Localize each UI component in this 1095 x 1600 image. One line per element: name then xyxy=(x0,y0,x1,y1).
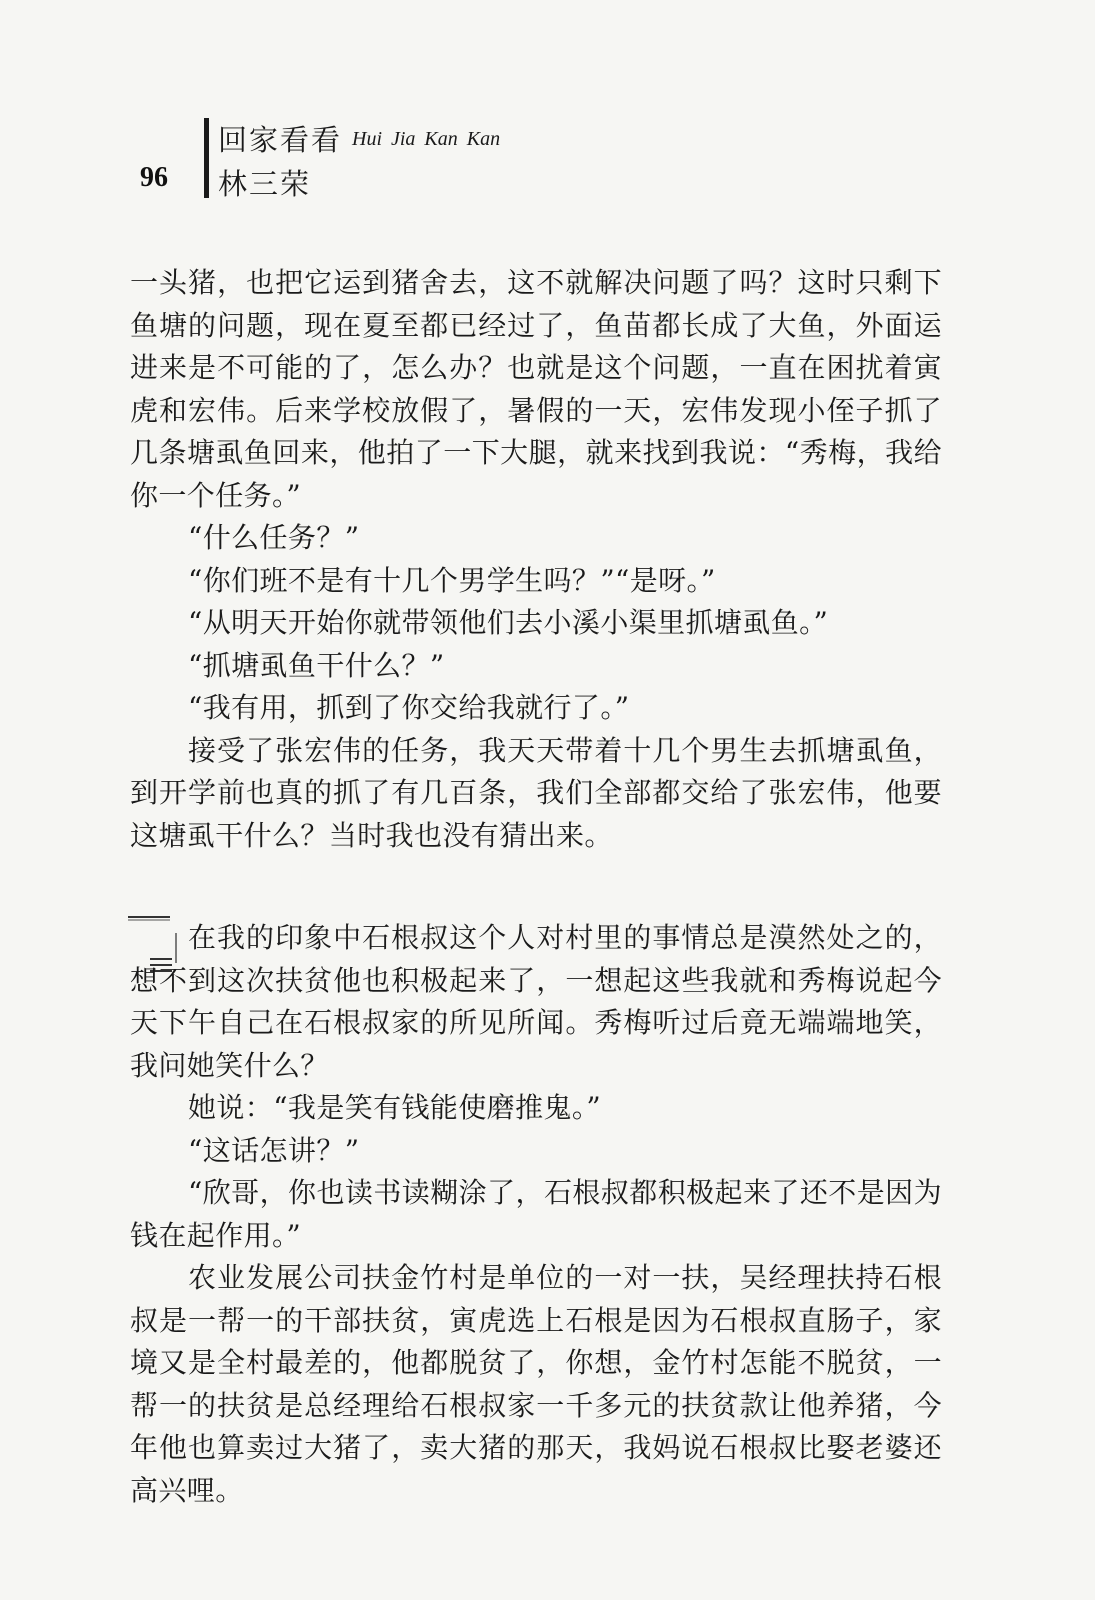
header-divider xyxy=(204,118,209,198)
paragraph: “什么任务？” xyxy=(188,521,360,554)
running-head-pinyin: Hui Jia Kan Kan xyxy=(352,128,501,150)
paragraph: “欣哥，你也读书读糊涂了，石根叔都积极起来了还不是因为钱在起作用。” xyxy=(130,1176,942,1252)
paragraph: “我有用，抓到了你交给我就行了。” xyxy=(188,691,630,724)
paragraph: “从明天开始你就带领他们去小溪小渠里抓塘虱鱼。” xyxy=(188,606,829,639)
body-text xyxy=(130,262,942,1512)
page-number: 96 xyxy=(140,162,168,193)
paragraph: 她说：“我是笑有钱能使磨推鬼。” xyxy=(188,1091,602,1124)
paragraph: 一头猪，也把它运到猪舍去，这不就解决问题了吗？这时只剩下鱼塘的问题，现在夏至都已经过了，鱼苗都长成了大鱼，外面运进来是不可能的了，怎么办？也就是这个问题，一直在困扰着寅虎和宏伟。后来学校放假了，暑假的一天，宏伟发现小侄子抓了几条塘虱鱼回来，他拍了一下大腿，就来找到我说：“秀梅，我给你一个任务。” xyxy=(130,266,942,512)
paragraph: 农业发展公司扶金竹村是单位的一对一扶，吴经理扶持石根叔是一帮一的干部扶贫，寅虎选上石根是因为石根叔直肠子，家境又是全村最差的，他都脱贫了，你想，金竹村怎能不脱贫，一帮一的扶贫是总经理给石根叔家一千多元的扶贫款让他养猪，今年他也算卖过大猪了，卖大猪的那天，我妈说石根叔比娶老婆还高兴哩。 xyxy=(130,1261,942,1507)
paragraph: “抓塘虱鱼干什么？” xyxy=(188,648,445,682)
running-head-title: 回家看看 xyxy=(218,123,343,157)
paragraph: 接受了张宏伟的任务，我天天带着十几个男生去抓塘虱鱼，到开学前也真的抓了有几百条，我们全部都交给了张宏伟，他要这塘虱干什么？当时我也没有猜出来。 xyxy=(130,733,942,852)
section-gap xyxy=(130,857,942,917)
paragraph: “这话怎讲？” xyxy=(188,1133,360,1167)
running-head-author: 林三荣 xyxy=(218,167,312,201)
paragraph: “你们班不是有十几个男学生吗？”“是呀。” xyxy=(188,563,716,597)
paragraph: 在我的印象中石根叔这个人对村里的事情总是漠然处之的，想不到这次扶贫他也积极起来了，一想起这些我就和秀梅说起今天下午自己在石根叔家的所见所闻。秀梅听过后竟无端端地笑，我问她笑什么？ xyxy=(130,921,942,1082)
